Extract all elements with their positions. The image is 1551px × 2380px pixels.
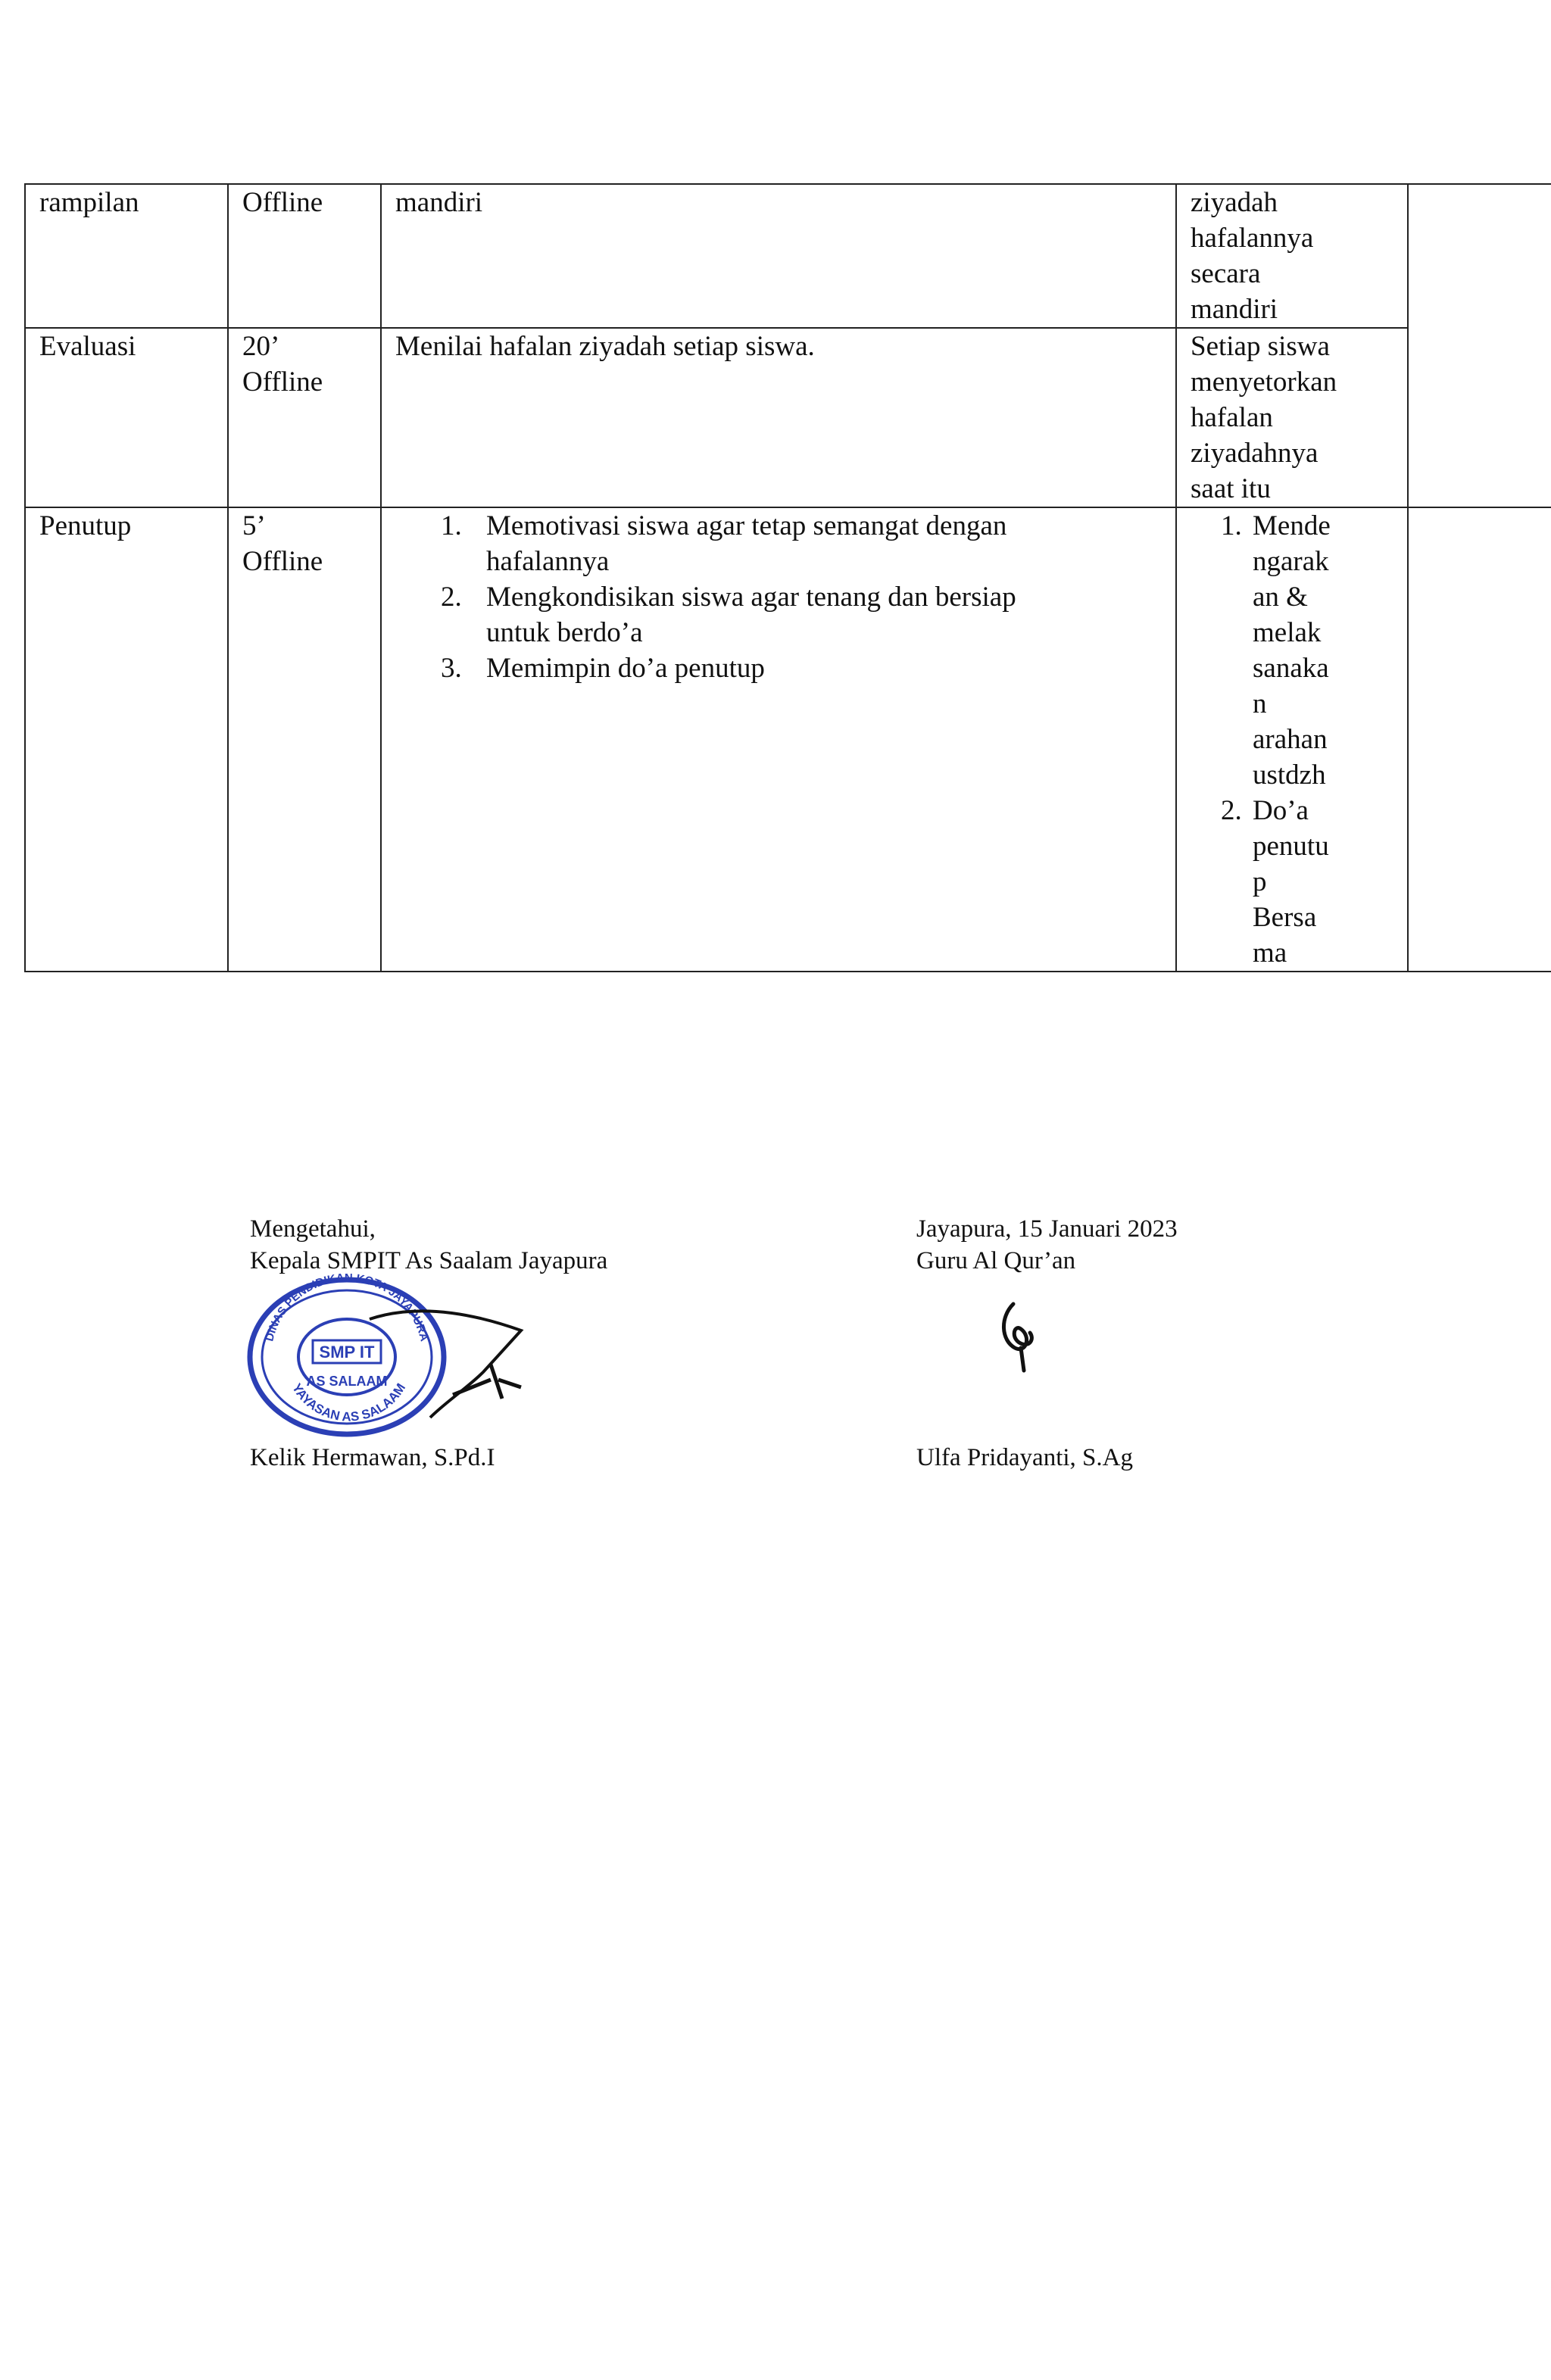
empty-cell [1408, 507, 1551, 972]
time-cell: 20’ Offline [228, 328, 381, 507]
list-item: 2. Do’a penutu p Bersa ma [1221, 795, 1329, 969]
response-cell: ziyadah hafalannya secara mandiri [1176, 184, 1408, 328]
principal-name: Kelik Hermawan, S.Pd.I [250, 1444, 495, 1471]
svg-text:DINAS PENDIDIKAN KOTA JAYAPURA: DINAS PENDIDIKAN KOTA JAYAPURA [263, 1274, 431, 1343]
stage-cell: rampilan [25, 184, 228, 328]
time-cell: Offline [228, 184, 381, 328]
list-item: 3. Memimpin do’a penutup [441, 653, 765, 684]
stage-cell: Penutup [25, 507, 228, 972]
svg-text:SMP IT: SMP IT [319, 1343, 375, 1362]
svg-text:AS SALAAM: AS SALAAM [306, 1374, 388, 1389]
stage-cell: Evaluasi [25, 328, 228, 507]
lesson-plan-table [24, 183, 1551, 972]
list-item: 1. Mende ngarak an & melak sanaka n arahan ustdzh [1221, 510, 1331, 791]
response-cell [1176, 507, 1408, 972]
school-stamp-icon [241, 1274, 559, 1440]
left-signature-block [250, 1213, 607, 1277]
acknowledged-label: Mengetahui, [250, 1215, 376, 1243]
response-list [1177, 508, 1407, 971]
table-row [25, 184, 1551, 328]
list-item: 2. Mengkondisikan siswa agar tenang dan bersiap untuk berdo’a [441, 582, 1016, 648]
activity-cell [381, 507, 1176, 972]
table-row [25, 507, 1551, 972]
table-row [25, 328, 1551, 507]
right-signature-block [916, 1213, 1178, 1277]
response-cell: Setiap siswa menyetorkan hafalan ziyadahnya saat itu [1176, 328, 1408, 507]
empty-cell [1408, 184, 1551, 507]
time-cell: 5’ Offline [228, 507, 381, 972]
list-item: 1. Memotivasi siswa agar tetap semangat dengan hafalannya [441, 510, 1007, 577]
activity-list [395, 508, 1163, 686]
handwritten-signature-icon [985, 1295, 1053, 1378]
teacher-name: Ulfa Pridayanti, S.Ag [916, 1444, 1133, 1471]
activity-cell: mandiri [381, 184, 1176, 328]
activity-cell: Menilai hafalan ziyadah setiap siswa. [381, 328, 1176, 507]
place-date: Jayapura, 15 Januari 2023 [916, 1215, 1178, 1243]
teacher-title: Guru Al Qur’an [916, 1247, 1076, 1274]
principal-title: Kepala SMPIT As Saalam Jayapura [250, 1247, 608, 1274]
svg-text:YAYASAN AS SALAAM: YAYASAN AS SALAAM [289, 1380, 409, 1424]
